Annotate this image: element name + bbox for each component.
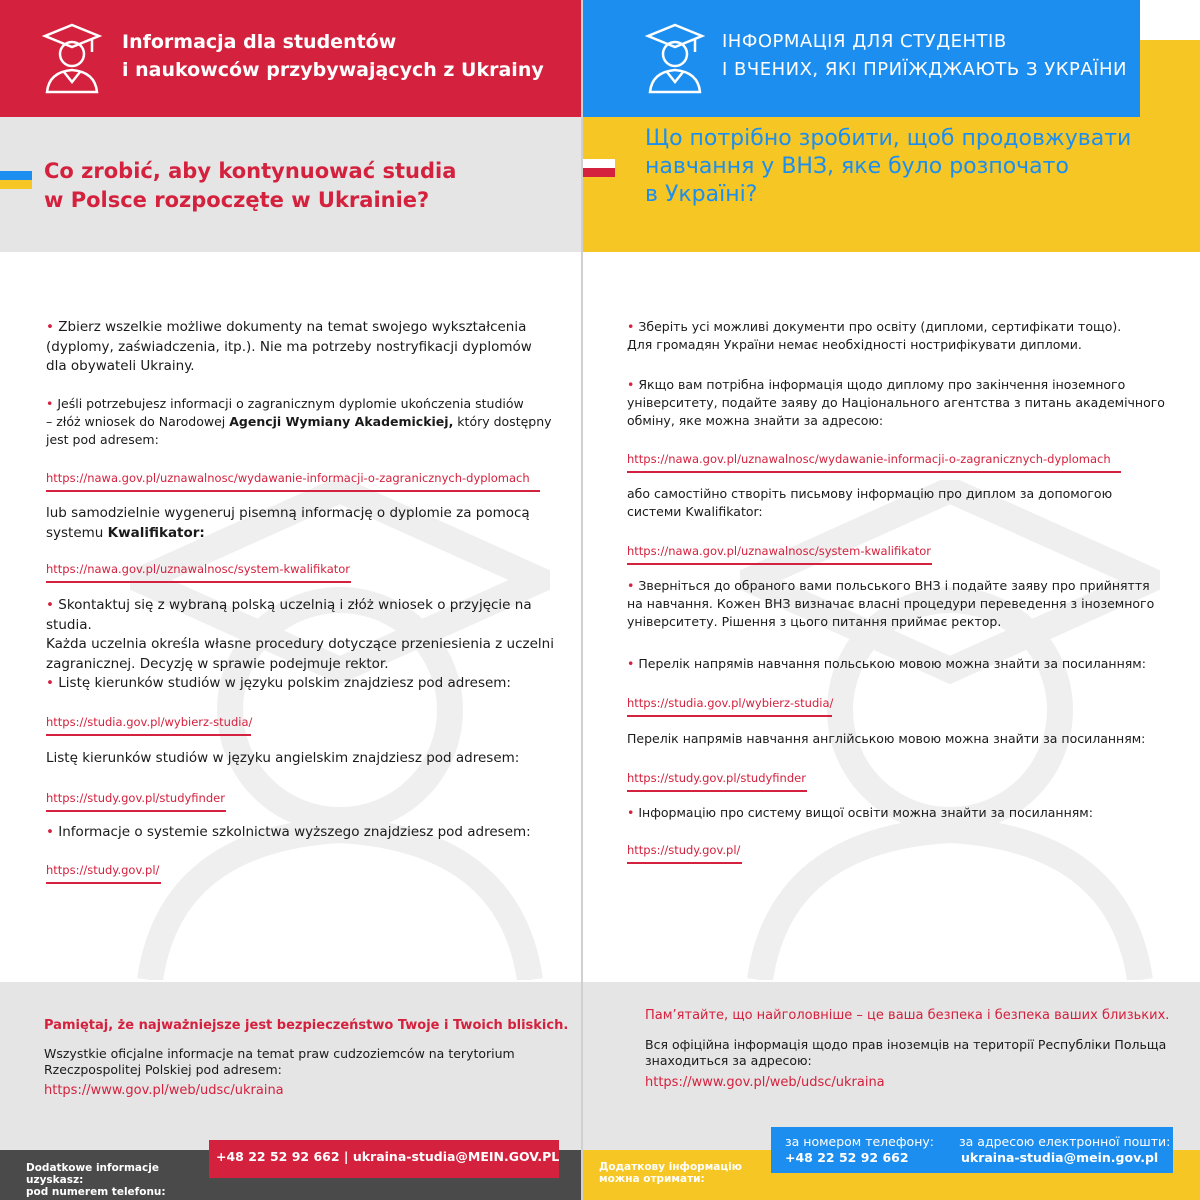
ua-link-studyfinder[interactable]: https://study.gov.pl/studyfinder <box>627 767 807 792</box>
footer-remember-ua: Пам’ятайте, що найголовніше – це ваша безпека і безпека ваших близьких. <box>645 1008 1170 1023</box>
question-pl: Co zrobić, aby kontynuować studia w Polsce rozpoczęte w Ukrainie? <box>44 159 457 212</box>
footer-remember-pl: Pamiętaj, że najważniejsze jest bezpieczeństwo Twoje i Twoich bliskich. <box>44 1018 569 1033</box>
footer-link-ua[interactable]: https://www.gov.pl/web/udsc/ukraina <box>645 1075 885 1090</box>
ua-paragraph-diploma-info: • Якщо вам потрібна інформація щодо диплому про закінчення іноземного університету, подайте заяву до Національного агентства з питань академічного обміну, яке можна знайти за адресою: <box>627 377 1165 428</box>
pl-paragraph-documents: • Zbierz wszelkie możliwe dokumenty na temat swojego wykształcenia (dyplomy, zaświadczenia, itp.). Nie ma potrzeby nostryfikacji dyplomów dla obywateli Ukrainy. <box>46 319 532 374</box>
ua-link-nawa-diplomas[interactable]: https://nawa.gov.pl/uznawalnosc/wydawanie-informacji-o-zagranicznych-dyplomach <box>627 448 1121 473</box>
column-divider <box>581 0 583 1200</box>
footer-link-pl[interactable]: https://www.gov.pl/web/udsc/ukraina <box>44 1083 284 1098</box>
graduate-icon <box>645 22 705 94</box>
phone-ua[interactable]: +48 22 52 92 662 <box>785 1150 909 1165</box>
pl-paragraph-contact-university: • Skontaktuj się z wybraną polską uczelnią i złóż wniosek o przyjęcie na studia. Każda uczelnia określa własne procedury dotyczące przeniesienia z uczelni zagranicznej. Decyzję w sprawie podejmuje rektor. <box>46 597 554 672</box>
email-label-ua: за адресою електронної пошти: <box>959 1134 1171 1149</box>
footer-info-pl: Wszystkie oficjalne informacje na temat praw cudzoziemców na terytorium Rzeczpospolitej Polskiej pod adresem: <box>44 1046 515 1077</box>
pl-link-kwalifikator[interactable]: https://nawa.gov.pl/uznawalnosc/system-kwalifikator <box>46 558 351 583</box>
pl-link-study[interactable]: https://study.gov.pl/ <box>46 859 161 884</box>
ua-paragraph-higher-education: • Інформацію про систему вищої освіти можна знайти за посиланням: <box>627 805 1093 820</box>
pl-link-nawa-diplomas[interactable]: https://nawa.gov.pl/uznawalnosc/wydawanie-informacji-o-zagranicznych-dyplomach <box>46 467 540 492</box>
question-ua: Що потрібно зробити, щоб продовжувати навчання у ВНЗ, яке було розпочато в Україні? <box>645 126 1132 207</box>
contact-box-ua <box>771 1127 1173 1173</box>
ua-paragraph-polish-courses: • Перелік напрямів навчання польською мовою можна знайти за посиланням: <box>627 656 1146 671</box>
ua-paragraph-contact-university: • Зверніться до обраного вами польського ВНЗ і подайте заяву про прийняття на навчання. Кожен ВНЗ визначає власні процедури переведення з іноземного університету. Рішення з цього питання приймає ректор. <box>627 578 1155 629</box>
ua-link-study[interactable]: https://study.gov.pl/ <box>627 839 742 864</box>
pl-link-studyfinder[interactable]: https://study.gov.pl/studyfinder <box>46 787 226 812</box>
pl-paragraph-polish-courses: • Listę kierunków studiów w języku polskim znajdziesz pod adresem: <box>46 675 511 691</box>
footer-additional-info-ua: Додаткову інформацію можна отримати: <box>599 1161 742 1185</box>
phone-label-ua: за номером телефону: <box>785 1134 934 1149</box>
header-title-ua: ІНФОРМАЦІЯ ДЛЯ СТУДЕНТІВ І ВЧЕНИХ, ЯКІ ПРИЇЖДЖАЮТЬ З УКРАЇНИ <box>722 31 1127 80</box>
ua-link-kwalifikator[interactable]: https://nawa.gov.pl/uznawalnosc/system-kwalifikator <box>627 540 932 565</box>
ukraine-flag <box>0 171 32 189</box>
pl-paragraph-english-courses: Listę kierunków studiów w języku angielskim znajdziesz pod adresem: <box>46 750 520 766</box>
ua-paragraph-kwalifikator: або самостійно створіть письмову інформацію про диплом за допомогою системи Kwalifikator: <box>627 486 1113 519</box>
poland-flag <box>583 159 615 177</box>
footer-info-ua: Вся офіційна інформація щодо прав іноземців на території Республіки Польща знаходиться за адресою: <box>645 1037 1167 1068</box>
contact-box-pl[interactable]: +48 22 52 92 662 | ukraina-studia@MEIN.GOV.PL <box>209 1140 559 1178</box>
email-ua[interactable]: ukraina-studia@mein.gov.pl <box>961 1150 1159 1165</box>
pl-paragraph-diploma-info: • Jeśli potrzebujesz informacji o zagranicznym dyplomie ukończenia studiów – złóż wniosek do Narodowej Agencji Wymiany Akademickiej, który dostępny jest pod adresem: <box>46 396 552 447</box>
ua-link-wybierz-studia[interactable]: https://studia.gov.pl/wybierz-studia/ <box>627 692 833 717</box>
ua-paragraph-english-courses: Перелік напрямів навчання англійською мовою можна знайти за посиланням: <box>627 731 1146 746</box>
pl-paragraph-higher-education: • Informacje o systemie szkolnictwa wyższego znajdziesz pod adresem: <box>46 824 531 840</box>
graduate-icon <box>42 22 102 94</box>
header-title-pl: Informacja dla studentów i naukowców przybywających z Ukrainy <box>122 31 544 81</box>
ua-paragraph-documents: • Зберіть усі можливі документи про освіту (дипломи, сертифікати тощо). Для громадян України немає необхідності нострифікувати дипломи. <box>627 319 1122 352</box>
pl-link-wybierz-studia[interactable]: https://studia.gov.pl/wybierz-studia/ <box>46 711 252 736</box>
pl-paragraph-kwalifikator: lub samodzielnie wygeneruj pisemną informację o dyplomie za pomocą systemu Kwalifikator: <box>46 505 530 541</box>
footer-additional-info-pl: Dodatkowe informacje uzyskasz: pod numerem telefonu: <box>26 1162 166 1198</box>
